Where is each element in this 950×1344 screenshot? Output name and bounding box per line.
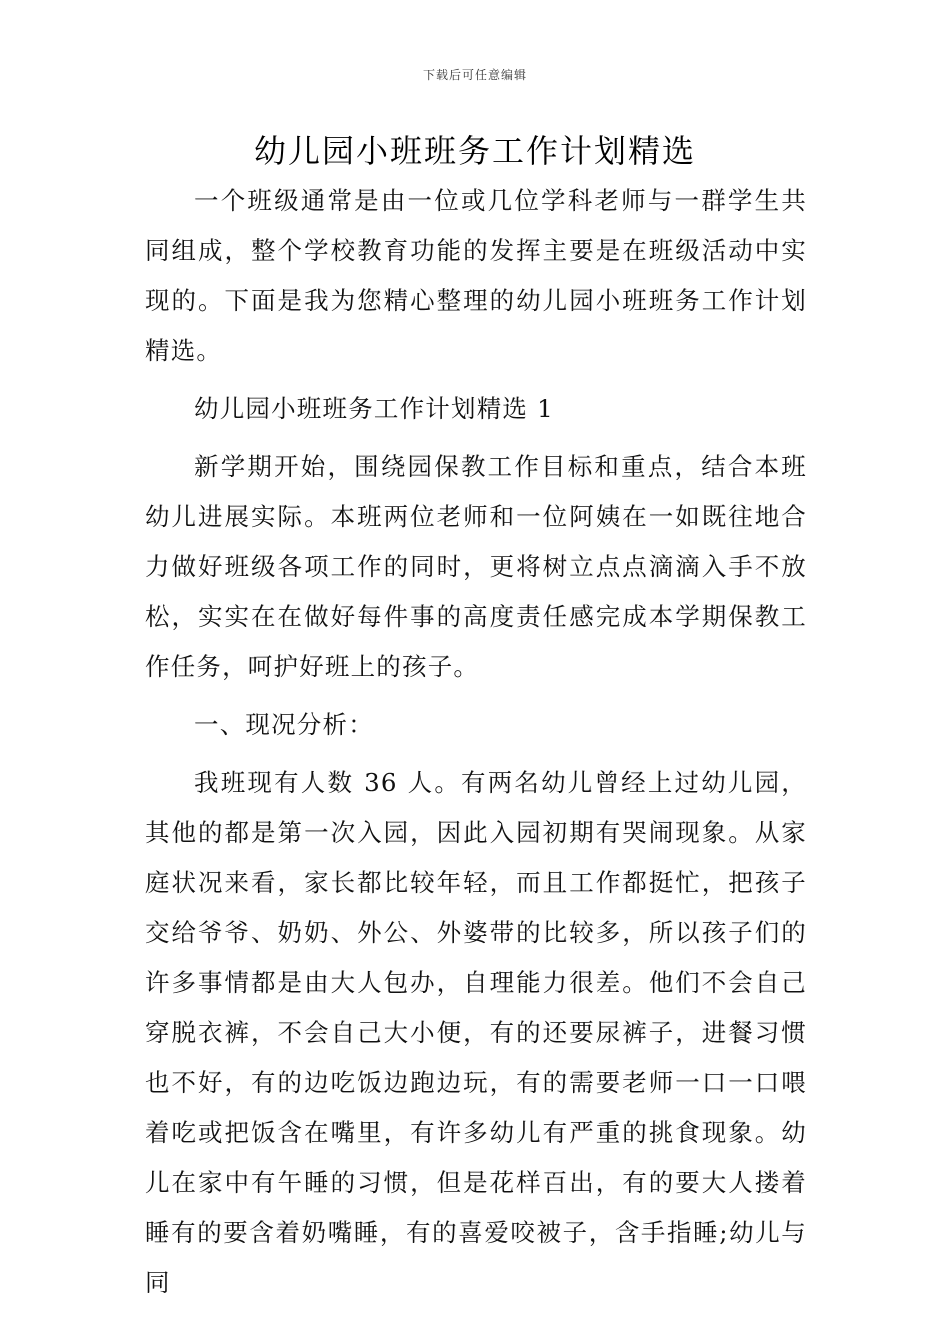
intro-paragraph: 一个班级通常是由一位或几位学科老师与一群学生共同组成，整个学校教育功能的发挥主要是在班级活动中实现的。下面是我为您精心整理的幼儿园小班班务工作计划精选。 (145, 186, 807, 365)
document-title: 幼儿园小班班务工作计划精选 (253, 132, 696, 170)
section-heading-situation: 一、现况分析： (194, 710, 374, 739)
section-heading-plan-1: 幼儿园小班班务工作计划精选 1 (194, 394, 554, 423)
page-header-note: 下载后可任意编辑 (422, 68, 527, 82)
document-body (145, 176, 807, 1308)
plan-intro-paragraph: 新学期开始，围绕园保教工作目标和重点，结合本班幼儿进展实际。本班两位老师和一位阿姨在一如既往地合力做好班级各项工作的同时，更将树立点点滴滴入手不放松，实实在在做好每件事的高度责任感完成本学期保教工作任务，呵护好班上的孩子。 (145, 452, 807, 681)
situation-paragraph: 我班现有人数 36 人。有两名幼儿曾经上过幼儿园，其他的都是第一次入园，因此入园初期有哭闹现象。从家庭状况来看，家长都比较年轻，而且工作都挺忙，把孩子交给爷爷、奶奶、外公、外婆带的比较多，所以孩子们的许多事情都是由大人包办，自理能力很差。他们不会自己穿脱衣裤，不会自己大小便，有的还要尿裤子，进餐习惯也不好，有的边吃饭边跑边玩，有的需要老师一口一口喂着吃或把饭含在嘴里，有许多幼儿有严重的挑食现象。幼儿在家中有午睡的习惯，但是花样百出，有的要大人搂着睡有的要含着奶嘴睡，有的喜爱咬被子，含手指睡;幼儿与同 (145, 768, 807, 1297)
